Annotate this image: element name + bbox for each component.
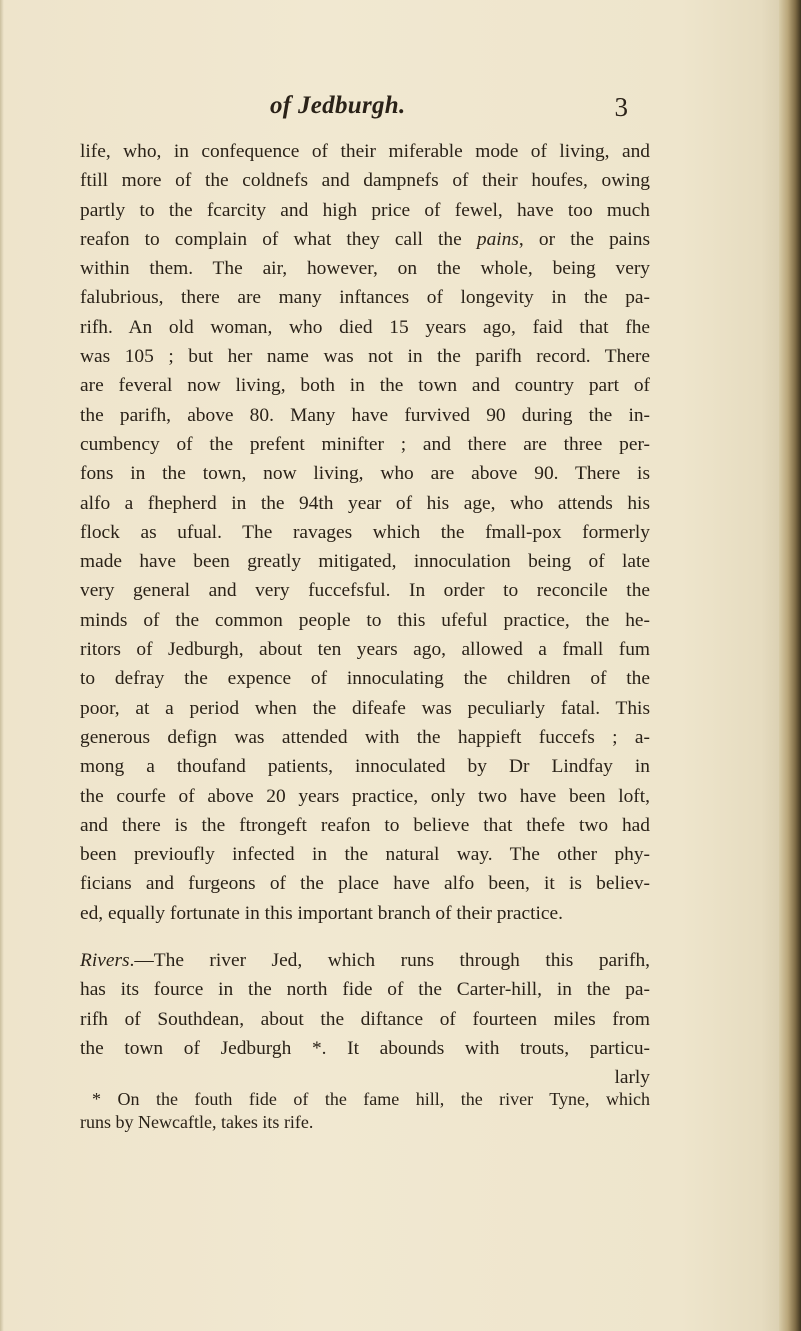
text-line: the parifh, above 80. Many have furvived 90 during the in- [80,404,650,426]
rivers-line: the town of Jedburgh *. It abounds with trouts, particu- [80,1037,650,1059]
running-head: of Jedburgh. [270,92,406,119]
text-line: rifh. An old woman, who died 15 years ago, faid that fhe [80,316,650,338]
page-number: 3 [614,92,628,122]
text-line: fons in the town, now living, who are above 90. There is [80,463,650,485]
text-line: ftill more of the coldnefs and dampnefs of their houfes, owing [80,170,650,192]
footnote-line: runs by Newcaftle, takes its rife. [80,1112,314,1132]
text-line: flock as ufual. The ravages which the fmall-pox formerly [80,521,650,543]
text-line: the courfe of above 20 years practice, only two have been loft, [80,785,650,807]
text-line: ed, equally fortunate in this important branch of their practice. [80,902,563,924]
text-line: ritors of Jedburgh, about ten years ago, allowed a fmall fum [80,639,650,661]
text-line: was 105 ; but her name was not in the parifh record. There [80,346,650,368]
text-line: to defray the expence of innoculating the children of the [80,668,650,690]
page-header [110,92,670,126]
catchword: larly [614,1067,650,1089]
footnote-line: * On the fouth fide of the fame hill, the river Tyne, which [92,1089,650,1109]
text-line: partly to the fcarcity and high price of fewel, have too much [80,199,650,221]
text-line: generous defign was attended with the happieft fuccefs ; a- [80,726,650,748]
body-text [80,137,650,1093]
text-line: alfo a fhepherd in the 94th year of his age, who attends his [80,492,650,514]
text-line: reafon to complain of what they call the pains, or the pains [80,228,650,250]
text-line: are feveral now living, both in the town and country part of [80,375,650,397]
text-line: life, who, in confequence of their miferable mode of living, and [80,141,650,162]
text-line: very general and very fuccefsful. In order to reconcile the [80,580,650,602]
page-right-edge [779,0,801,1331]
text-line: mong a thoufand patients, innoculated by Dr Lindfay in [80,756,650,778]
text-line: within them. The air, however, on the whole, being very [80,258,650,280]
text-line: poor, at a period when the difeafe was peculiarly fatal. This [80,697,650,719]
rivers-line: rifh of Southdean, about the diftance of fourteen miles from [80,1008,650,1030]
text-line: falubrious, there are many inftances of longevity in the pa- [80,287,650,309]
text-line: minds of the common people to this ufeful practice, the he- [80,609,650,631]
text-line: made have been greatly mitigated, innoculation being of late [80,551,650,573]
text-line: cumbency of the prefent minifter ; and there are three per- [80,433,650,455]
text-line: ficians and furgeons of the place have alfo been, it is believ- [80,873,650,895]
footnote [80,1088,650,1134]
paragraph-gap [80,928,650,946]
rivers-line: has its fource in the north fide of the Carter-hill, in the pa- [80,979,650,1001]
text-line: and there is the ftrongeft reafon to believe that thefe two had [80,814,650,836]
text-line: been previoufly infected in the natural way. The other phy- [80,844,650,866]
rivers-line: Rivers.—The river Jed, which runs through this parifh, [80,950,650,972]
page-left-edge [0,0,4,1331]
